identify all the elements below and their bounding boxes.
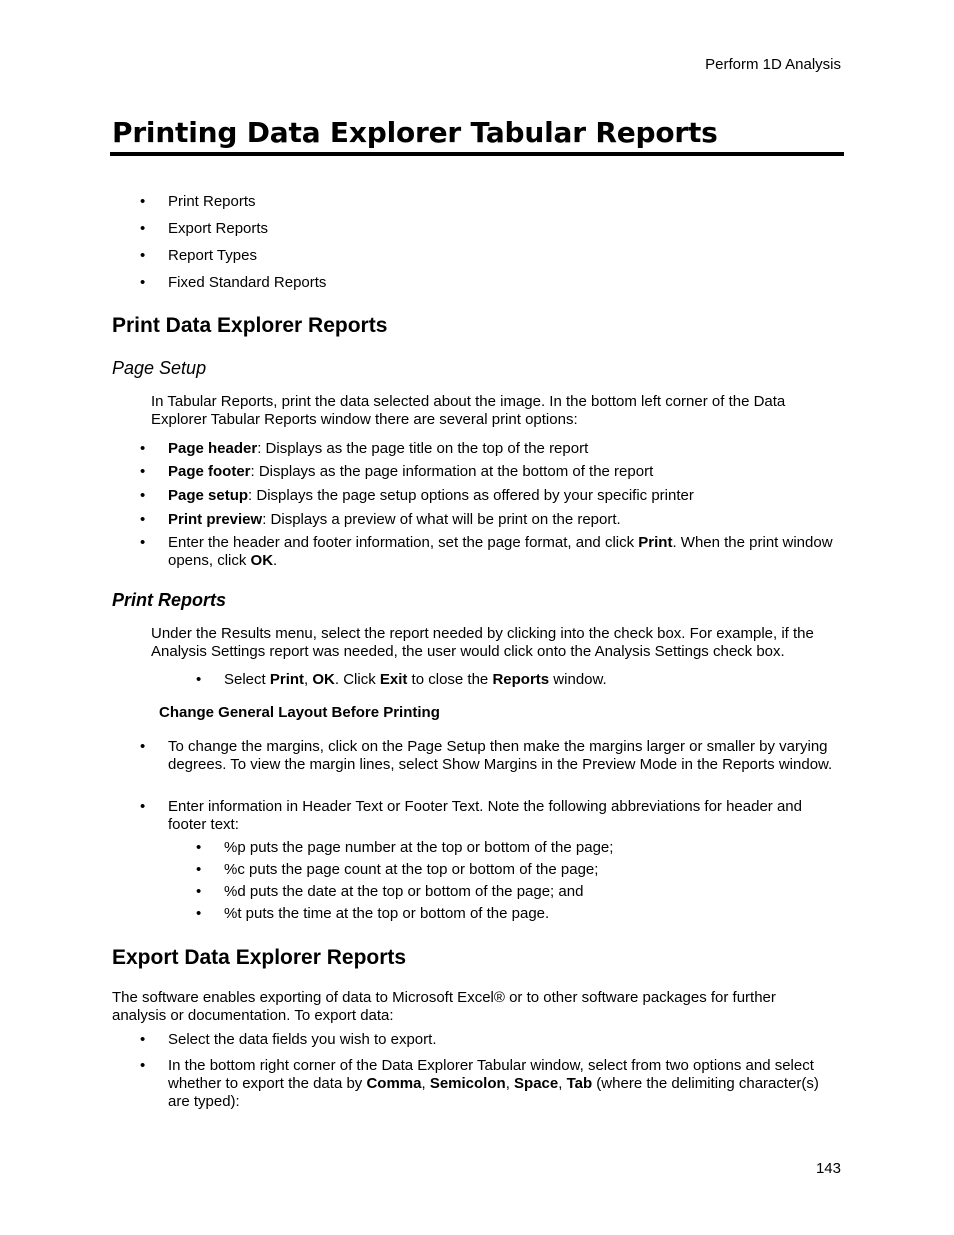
- item-text: ,: [505, 1075, 515, 1092]
- layout-item: • To change the margins, click on the Page Setup then make the margins larger or smaller by varying degrees. To view the margin lines, select Show Margins in the Preview Mode in the Reports window.: [168, 738, 843, 774]
- print-reports-heading: Print Reports: [112, 590, 227, 610]
- item-bold: Semicolon: [429, 1075, 506, 1092]
- abbrev-item: • %t puts the time at the top or bottom of the page.: [224, 905, 549, 923]
- title-rule: [110, 152, 844, 156]
- item-bold: Print: [638, 534, 673, 551]
- print-option-item: [168, 511, 621, 529]
- item-text: ,: [304, 671, 313, 688]
- option-term: Page setup: [168, 487, 249, 504]
- abbrev-item: • %p puts the page number at the top or bottom of the page;: [224, 839, 613, 857]
- option-term: Page footer: [168, 463, 251, 480]
- item-text: . When the print window opens, click: [168, 534, 833, 569]
- item-bold: OK: [312, 671, 335, 688]
- item-bold: Comma: [366, 1075, 422, 1092]
- page-setup-heading: Page Setup: [112, 358, 207, 378]
- running-header: Perform 1D Analysis: [705, 56, 841, 73]
- abbrev-item: • %d puts the date at the top or bottom of the page; and: [224, 883, 583, 901]
- print-option-item: [168, 487, 694, 505]
- item-bold: Print: [269, 671, 305, 688]
- abbrev-item: • %c puts the page count at the top or bottom of the page;: [224, 861, 598, 879]
- print-reports-intro: Under the Results menu, select the report needed by clicking into the check box. For example, if the Analysis Settings report was needed, the user would click onto the Analysis Settings check box.: [151, 625, 814, 660]
- print-section-heading: Print Data Explorer Reports: [112, 314, 388, 337]
- toc-item: • Export Reports: [168, 220, 268, 238]
- export-intro: The software enables exporting of data to Microsoft Excel® or to other software packages for further analysis or documentation. To export data:: [112, 989, 776, 1024]
- page-setup-intro: In Tabular Reports, print the data selected about the image. In the bottom left corner of the Data Explorer Tabular Reports window there are several print options:: [151, 393, 786, 428]
- item-bold: Tab: [566, 1075, 593, 1092]
- item-text: Enter the header and footer information, set the page format, and click: [168, 534, 639, 551]
- item-text: window.: [549, 671, 607, 688]
- option-text: : Displays as the page title on the top of the report: [257, 440, 589, 457]
- toc-item: • Print Reports: [168, 193, 256, 211]
- item-bold: Exit: [379, 671, 408, 688]
- option-text: : Displays a preview of what will be print on the report.: [262, 511, 621, 528]
- select-item: [224, 671, 607, 689]
- print-option-item: [168, 463, 653, 481]
- layout-item: • Enter information in Header Text or Footer Text. Note the following abbreviations for header and footer text:: [168, 798, 843, 834]
- item-text: to close the: [407, 671, 493, 688]
- export-item: [168, 1057, 843, 1111]
- page-number: 143: [815, 1160, 841, 1177]
- item-text: ,: [558, 1075, 567, 1092]
- option-text: : Displays as the page information at the bottom of the report: [250, 463, 654, 480]
- option-term: Page header: [168, 440, 258, 457]
- option-term: Print preview: [168, 511, 263, 528]
- item-text: In the bottom right corner of the Data Explorer Tabular window, select from two options and select whether to export the data by: [168, 1057, 814, 1092]
- item-text: Select: [224, 671, 270, 688]
- toc-item: • Fixed Standard Reports: [168, 274, 326, 292]
- print-option-item: [168, 440, 588, 458]
- option-text: : Displays the page setup options as offered by your specific printer: [248, 487, 694, 504]
- print-option-item: [168, 534, 843, 570]
- item-bold: Space: [514, 1075, 559, 1092]
- toc-item: • Report Types: [168, 247, 257, 265]
- layout-subheading: Change General Layout Before Printing: [159, 704, 440, 721]
- item-bold: OK: [250, 552, 274, 569]
- export-item: • Select the data fields you wish to export.: [168, 1031, 436, 1049]
- export-section-heading: Export Data Explorer Reports: [112, 946, 407, 969]
- item-bold: Reports: [492, 671, 550, 688]
- item-text: . Click: [334, 671, 380, 688]
- item-text: (where the delimiting character(s) are typed):: [168, 1075, 819, 1110]
- item-text: ,: [421, 1075, 430, 1092]
- item-text: .: [273, 552, 278, 569]
- page-title: Printing Data Explorer Tabular Reports: [112, 116, 718, 149]
